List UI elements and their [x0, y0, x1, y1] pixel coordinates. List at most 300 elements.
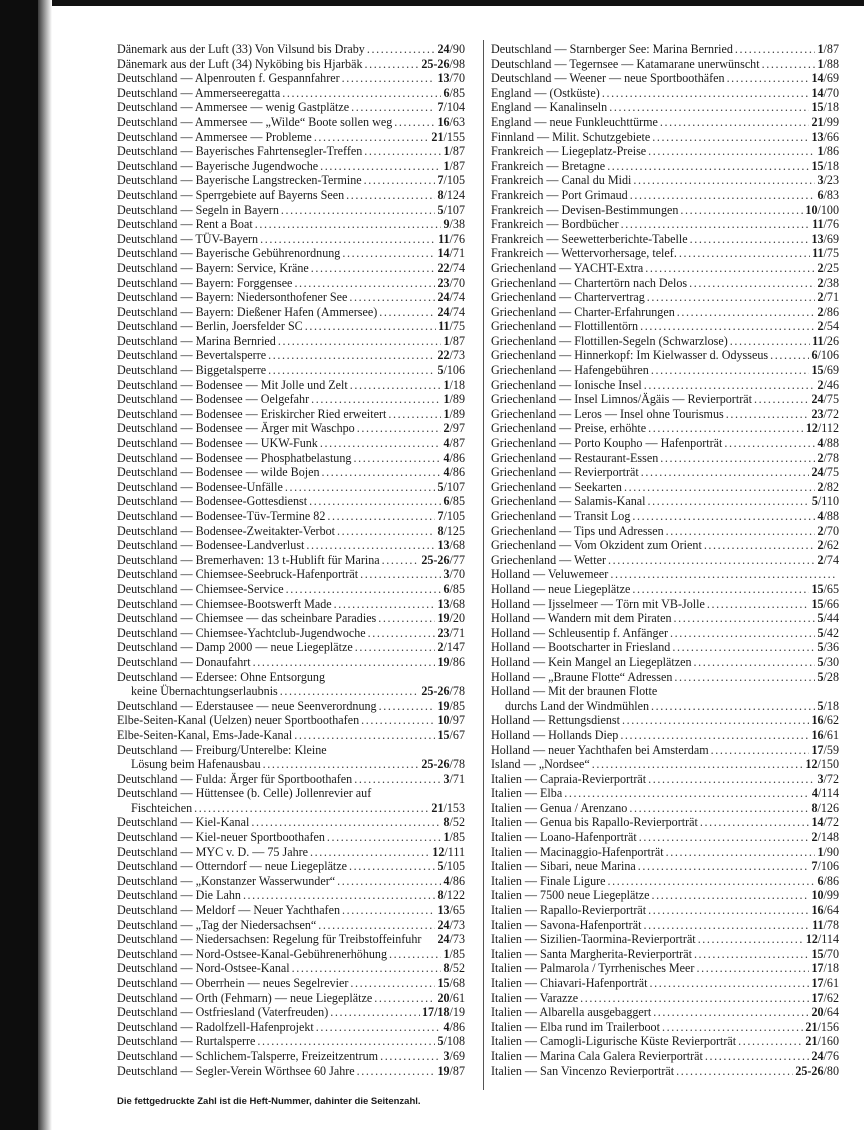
- dot-leader: [327, 830, 442, 845]
- index-entry: [491, 626, 839, 641]
- issue-page-ref: [437, 728, 465, 743]
- index-entry: [491, 859, 839, 874]
- index-entry: [117, 115, 465, 130]
- issue-page-ref: [431, 130, 465, 145]
- entry-title: Dänemark aus der Luft (33) Von Vilsund bis Draby: [117, 42, 365, 56]
- issue-number: 24: [437, 304, 450, 319]
- page-number: 74: [452, 260, 465, 275]
- entry-title: Deutschland — Ederstausee — neue Seenverordnung: [117, 698, 377, 713]
- issue-number: 15: [811, 581, 824, 596]
- index-entry: [491, 159, 839, 174]
- dot-leader: [610, 567, 837, 582]
- dot-leader: [679, 246, 810, 261]
- issue-number: 5: [817, 625, 824, 640]
- entry-title: Griechenland — Seekarten: [491, 479, 622, 494]
- ref-separator: /: [449, 654, 453, 669]
- entry-title: Deutschland — Schlichem-Talsperre, Freizeitzentrum: [117, 1048, 379, 1063]
- issue-number: 5: [817, 654, 824, 669]
- dot-leader: [638, 859, 810, 874]
- ref-separator: /: [449, 56, 453, 71]
- issue-page-ref: [437, 42, 465, 57]
- index-entry: [491, 217, 839, 232]
- entry-title: Griechenland — Leros — Insel ohne Tourismus: [491, 406, 724, 421]
- index-entry: [491, 699, 839, 714]
- ref-separator: /: [449, 961, 453, 976]
- page-number: 88: [826, 56, 839, 71]
- page-number: 70: [452, 71, 465, 86]
- page-number: 87: [452, 158, 465, 173]
- issue-page-ref: [438, 319, 465, 334]
- page-number: 82: [826, 479, 839, 494]
- index-entry: [117, 465, 465, 480]
- page-number: 52: [452, 815, 465, 830]
- index-entry: [117, 728, 465, 743]
- issue-number: 4: [817, 436, 824, 451]
- index-entry: [117, 903, 465, 918]
- entry-title: Deutschland — Segler-Verein Wörthsee 60 Jahre: [117, 1063, 355, 1078]
- column-divider: [483, 40, 484, 1090]
- issue-page-ref: [811, 976, 839, 991]
- ref-separator: /: [823, 275, 827, 290]
- ref-separator: /: [823, 523, 827, 538]
- page-number: 105: [446, 859, 465, 874]
- entry-title: England — (Ostküste): [491, 85, 600, 100]
- entry-title: Holland — Veluwemeer: [491, 567, 609, 582]
- issue-number: 14: [437, 246, 450, 261]
- issue-number: 2: [817, 450, 824, 465]
- issue-number: 5: [437, 202, 444, 217]
- dot-leader: [350, 976, 435, 991]
- issue-page-ref: [437, 611, 465, 626]
- issue-number: 23: [437, 275, 450, 290]
- index-entry: [117, 1064, 465, 1079]
- issue-number: 2: [817, 552, 824, 567]
- issue-page-ref: [443, 815, 465, 830]
- page-number: 88: [826, 436, 839, 451]
- ref-separator: /: [823, 479, 827, 494]
- page-number: 85: [452, 830, 465, 845]
- issue-page-ref: [437, 261, 465, 276]
- index-entry: [491, 786, 839, 801]
- index-entry: [117, 991, 465, 1006]
- issue-number: 21: [431, 129, 444, 144]
- issue-number: 1: [443, 377, 450, 392]
- page-number: 148: [820, 830, 839, 845]
- entry-title: Griechenland — Chartertörn nach Delos: [491, 275, 688, 290]
- entry-title: Deutschland — Chiemsee-Bootswerft Made: [117, 596, 332, 611]
- entry-title: Deutschland — Bodensee — Oelgefahr: [117, 392, 310, 407]
- issue-page-ref: [812, 246, 839, 261]
- page-number: 83: [826, 187, 839, 202]
- issue-number: 5: [817, 698, 824, 713]
- index-entry: [491, 655, 839, 670]
- ref-separator: /: [817, 932, 822, 947]
- page-number: 70: [826, 523, 839, 538]
- issue-page-ref: [817, 670, 839, 685]
- page-number: 69: [826, 71, 839, 86]
- dot-leader: [666, 524, 816, 539]
- page-number: 70: [452, 275, 465, 290]
- issue-number: 23: [437, 625, 450, 640]
- issue-page-ref: [437, 348, 465, 363]
- page-number: 71: [826, 290, 839, 305]
- entry-title: Frankreich — Liegeplatz-Preise: [491, 144, 647, 159]
- ref-separator: /: [823, 727, 827, 742]
- dot-leader: [374, 991, 435, 1006]
- page-number: 66: [826, 129, 839, 144]
- ref-separator: /: [823, 377, 827, 392]
- issue-number: 20: [437, 990, 450, 1005]
- issue-page-ref: [811, 582, 839, 597]
- page-number: 85: [452, 698, 465, 713]
- issue-page-ref: [817, 553, 839, 568]
- entry-title: Italien — Palmarola / Tyrrhenisches Meer: [491, 961, 695, 976]
- issue-number: 9: [443, 217, 450, 232]
- issue-page-ref: [443, 961, 465, 976]
- page-number: 18: [826, 158, 839, 173]
- issue-number: 4: [443, 465, 450, 480]
- dot-leader: [282, 86, 441, 101]
- index-entry: [491, 363, 839, 378]
- page-number: 25: [826, 260, 839, 275]
- page-number: 62: [826, 713, 839, 728]
- entry-title: Deutschland — Orth (Fehmarn) — neue Liegeplätze: [117, 990, 373, 1005]
- page-number: 97: [452, 421, 465, 436]
- index-entry: [117, 976, 465, 991]
- issue-number: 17/18: [421, 1005, 450, 1020]
- issue-page-ref: [812, 918, 839, 933]
- issue-page-ref: [431, 801, 465, 816]
- dot-leader: [388, 407, 441, 422]
- dot-leader: [268, 363, 435, 378]
- entry-title: Griechenland — Wetter: [491, 552, 606, 567]
- issue-number: 3: [443, 1048, 450, 1063]
- entry-title: Deutschland — Segeln in Bayern: [117, 202, 279, 217]
- page-number: 87: [826, 42, 839, 56]
- issue-number: 1: [443, 144, 450, 159]
- index-entry-heading: [491, 684, 839, 699]
- dot-leader: [647, 290, 816, 305]
- issue-page-ref: [806, 421, 839, 436]
- issue-page-ref: [437, 276, 465, 291]
- issue-number: 11: [812, 217, 824, 232]
- entry-title: Deutschland — Die Lahn: [117, 888, 241, 903]
- ref-separator: /: [443, 1034, 447, 1049]
- page-number: 61: [826, 727, 839, 742]
- dot-leader: [322, 465, 442, 480]
- issue-page-ref: [443, 217, 465, 232]
- entry-title: Holland — Kein Mangel an Liegeplätzen: [491, 654, 692, 669]
- issue-page-ref: [811, 888, 839, 903]
- issue-number: 4: [443, 873, 450, 888]
- ref-separator: /: [449, 348, 453, 363]
- index-entry: [117, 217, 465, 232]
- ref-separator: /: [449, 713, 453, 728]
- entry-title: Italien — Sibari, neue Marina: [491, 859, 636, 874]
- page-number: 98: [452, 56, 465, 71]
- entry-title: Holland — neuer Yachthafen bei Amsterdam: [491, 742, 709, 757]
- issue-page-ref: [811, 407, 839, 422]
- page-number: 23: [826, 173, 839, 188]
- entry-title: durchs Land der Windmühlen: [505, 698, 650, 713]
- dot-leader: [754, 392, 809, 407]
- issue-page-ref: [437, 173, 465, 188]
- entry-title: Deutschland — Freiburg/Unterelbe: Kleine: [117, 742, 327, 757]
- ref-separator: /: [817, 1034, 821, 1049]
- issue-number: 5: [817, 640, 824, 655]
- entry-title: England — Kanalinseln: [491, 100, 608, 115]
- entry-title: Holland — Ijsselmeer — Törn mit VB-Jolle: [491, 596, 705, 611]
- entry-title: Deutschland — Bayern: Service, Kräne: [117, 260, 309, 275]
- dot-leader: [662, 1020, 803, 1035]
- issue-number: 14: [811, 71, 824, 86]
- index-entry: [117, 932, 465, 947]
- issue-number: 15: [811, 363, 824, 378]
- issue-number: 19: [437, 1063, 450, 1078]
- dot-leader: [694, 655, 816, 670]
- issue-page-ref: [422, 1005, 465, 1020]
- index-entry: [491, 611, 839, 626]
- issue-page-ref: [817, 640, 839, 655]
- entry-title: Italien — Camogli-Ligurische Küste Revierporträt: [491, 1034, 737, 1049]
- index-entry: [117, 421, 465, 436]
- index-entry: [491, 932, 839, 947]
- entry-title: Deutschland — Bremerhaven: 13 t-Hublift für Marina: [117, 552, 380, 567]
- page-number: 147: [446, 640, 465, 655]
- page-number: 74: [826, 552, 839, 567]
- ref-separator: /: [823, 596, 827, 611]
- issue-number: 20: [811, 1005, 824, 1020]
- index-entry: [117, 1034, 465, 1049]
- page-number: 104: [446, 100, 465, 115]
- entry-title: Deutschland — MYC v. D. — 75 Jahre: [117, 844, 309, 859]
- ref-separator: /: [823, 42, 827, 56]
- ref-separator: /: [823, 654, 827, 669]
- index-entry: [117, 188, 465, 203]
- index-entry: [491, 728, 839, 743]
- page-number: 110: [821, 494, 839, 509]
- issue-page-ref: [443, 830, 465, 845]
- issue-page-ref: [437, 991, 465, 1006]
- issue-page-ref: [437, 203, 465, 218]
- index-entry: [117, 655, 465, 670]
- entry-title: Deutschland — Weener — neue Sportboothäfen: [491, 71, 725, 86]
- issue-page-ref: [817, 451, 839, 466]
- issue-number: 24: [811, 1048, 824, 1063]
- page-number: 86: [452, 873, 465, 888]
- issue-number: 6: [811, 348, 818, 363]
- issue-number: 15: [437, 727, 450, 742]
- ref-separator: /: [823, 173, 827, 188]
- index-entry: [491, 407, 839, 422]
- page-number: 76: [452, 231, 465, 246]
- index-entry: [117, 144, 465, 159]
- entry-title: Italien — Marina Cala Galera Revierporträt: [491, 1048, 703, 1063]
- ref-separator: /: [823, 187, 827, 202]
- index-entry: [491, 378, 839, 393]
- page-number: 112: [821, 421, 839, 436]
- dot-leader: [738, 1034, 803, 1049]
- page-number: 90: [826, 844, 839, 859]
- entry-title: Griechenland — Vom Okzident zum Orient: [491, 538, 702, 553]
- index-entry: [491, 947, 839, 962]
- ref-separator: /: [823, 581, 827, 596]
- dot-leader: [320, 159, 441, 174]
- page-number: 30: [826, 654, 839, 669]
- dot-leader: [255, 217, 442, 232]
- dot-leader: [318, 918, 435, 933]
- ref-separator: /: [449, 260, 453, 275]
- dot-leader: [314, 130, 430, 145]
- ref-separator: /: [817, 800, 821, 815]
- page-number: 20: [452, 611, 465, 626]
- dot-leader: [349, 859, 435, 874]
- issue-page-ref: [811, 115, 839, 130]
- issue-number: 1: [443, 946, 450, 961]
- issue-number: 19: [437, 698, 450, 713]
- entry-title: Finnland — Milit. Schutzgebiete: [491, 129, 651, 144]
- index-entry: [117, 509, 465, 524]
- index-entry: [491, 845, 839, 860]
- page-number: 77: [452, 552, 465, 567]
- ref-separator: /: [449, 377, 453, 392]
- dot-leader: [360, 567, 441, 582]
- index-entry: [491, 640, 839, 655]
- page-number: 85: [452, 85, 465, 100]
- issue-page-ref: [806, 932, 839, 947]
- issue-page-ref: [437, 1064, 465, 1079]
- ref-separator: /: [817, 1019, 821, 1034]
- ref-separator: /: [449, 903, 453, 918]
- index-entry: [117, 918, 465, 933]
- dot-leader: [629, 801, 809, 816]
- issue-number: 5: [437, 859, 444, 874]
- dot-leader: [278, 334, 442, 349]
- entry-title: Deutschland — Marina Bernried: [117, 333, 276, 348]
- index-entry: [491, 1020, 839, 1035]
- issue-page-ref: [437, 524, 465, 539]
- entry-title: Deutschland — Bodensee — Phosphatbelastung: [117, 450, 352, 465]
- page-number: 156: [820, 1019, 839, 1034]
- dot-leader: [309, 494, 441, 509]
- dot-leader: [257, 1034, 435, 1049]
- index-entry: [491, 421, 839, 436]
- dot-leader: [281, 203, 436, 218]
- page-number: 107: [446, 202, 465, 217]
- issue-page-ref: [443, 1020, 465, 1035]
- page-number: 86: [452, 654, 465, 669]
- ref-separator: /: [449, 830, 453, 845]
- ref-separator: /: [449, 114, 453, 129]
- dot-leader: [639, 830, 810, 845]
- page-number: 64: [826, 1005, 839, 1020]
- ref-separator: /: [817, 757, 821, 772]
- dot-leader: [705, 1049, 810, 1064]
- ref-separator: /: [449, 596, 453, 611]
- entry-title: Griechenland — Preise, erhöhte: [491, 421, 647, 436]
- issue-page-ref: [805, 757, 839, 772]
- issue-number: 3: [443, 567, 450, 582]
- index-entry: [491, 1005, 839, 1020]
- dot-leader: [689, 276, 815, 291]
- issue-number: 2: [817, 304, 824, 319]
- dot-leader: [367, 42, 436, 57]
- ref-separator: /: [449, 727, 453, 742]
- ref-separator: /: [449, 494, 453, 509]
- entry-title: Deutschland — Bayern: Forggensee: [117, 275, 293, 290]
- entry-title: Elbe-Seiten-Kanal, Ems-Jade-Kanal: [117, 727, 293, 742]
- dot-leader: [379, 699, 436, 714]
- index-entry: [491, 772, 839, 787]
- issue-page-ref: [421, 553, 465, 568]
- issue-number: 1: [443, 158, 450, 173]
- dot-leader: [696, 961, 809, 976]
- ref-separator: /: [449, 392, 453, 407]
- issue-page-ref: [438, 232, 465, 247]
- issue-number: 13: [437, 71, 450, 86]
- index-column-right: [491, 42, 839, 1078]
- index-entry: [491, 465, 839, 480]
- index-entry: [491, 757, 839, 772]
- page-number: 87: [452, 436, 465, 451]
- ref-separator: /: [449, 217, 453, 232]
- index-entry: [117, 626, 465, 641]
- issue-number: 6: [817, 873, 824, 888]
- page-number: 73: [452, 917, 465, 932]
- index-entry: [117, 1005, 465, 1020]
- entry-title: Griechenland — Insel Limnos/Ägäis — Revierporträt: [491, 392, 752, 407]
- ref-separator: /: [443, 129, 447, 144]
- entry-title: Griechenland — Tips und Adressen: [491, 523, 664, 538]
- index-entry: [117, 42, 465, 57]
- dot-leader: [652, 130, 809, 145]
- dot-leader: [251, 815, 441, 830]
- entry-title: Deutschland — Chiemsee-Yachtclub-Jugendwoche: [117, 625, 366, 640]
- dot-leader: [280, 684, 420, 699]
- dot-leader: [674, 670, 815, 685]
- ref-separator: /: [449, 976, 453, 990]
- entry-title: Griechenland — Flottillentörn: [491, 319, 639, 334]
- dot-leader: [380, 1049, 441, 1064]
- index-entry: [491, 494, 839, 509]
- issue-number: 16: [811, 713, 824, 728]
- issue-number: 8: [437, 187, 444, 202]
- entry-title: Italien — Rapallo-Revierporträt: [491, 903, 647, 918]
- ref-separator: /: [823, 873, 827, 888]
- entry-title: Holland — Bootscharter in Friesland: [491, 640, 671, 655]
- entry-title: Deutschland — Bodensee — Ärger mit Waschpo: [117, 421, 355, 436]
- index-entry: [491, 246, 839, 261]
- ref-separator: /: [823, 1063, 827, 1078]
- entry-title: Deutschland — Bayerische Gebührenordnung: [117, 246, 341, 261]
- page-number: 80: [826, 1063, 839, 1078]
- issue-number: 25-26: [421, 552, 450, 567]
- ref-separator: /: [823, 509, 827, 523]
- page-number: 106: [446, 363, 465, 378]
- issue-number: 13: [811, 231, 824, 246]
- entry-title: Deutschland — Bayerisches Fahrtensegler-Treffen: [117, 144, 363, 159]
- index-entry: [491, 276, 839, 291]
- dot-leader: [711, 743, 810, 758]
- issue-page-ref: [817, 57, 839, 72]
- issue-page-ref: [811, 465, 839, 480]
- page-number: 54: [826, 319, 839, 334]
- ref-separator: /: [449, 275, 453, 290]
- ref-separator: /: [823, 392, 827, 407]
- issue-number: 4: [443, 1019, 450, 1034]
- issue-number: 2: [817, 538, 824, 553]
- issue-page-ref: [811, 392, 839, 407]
